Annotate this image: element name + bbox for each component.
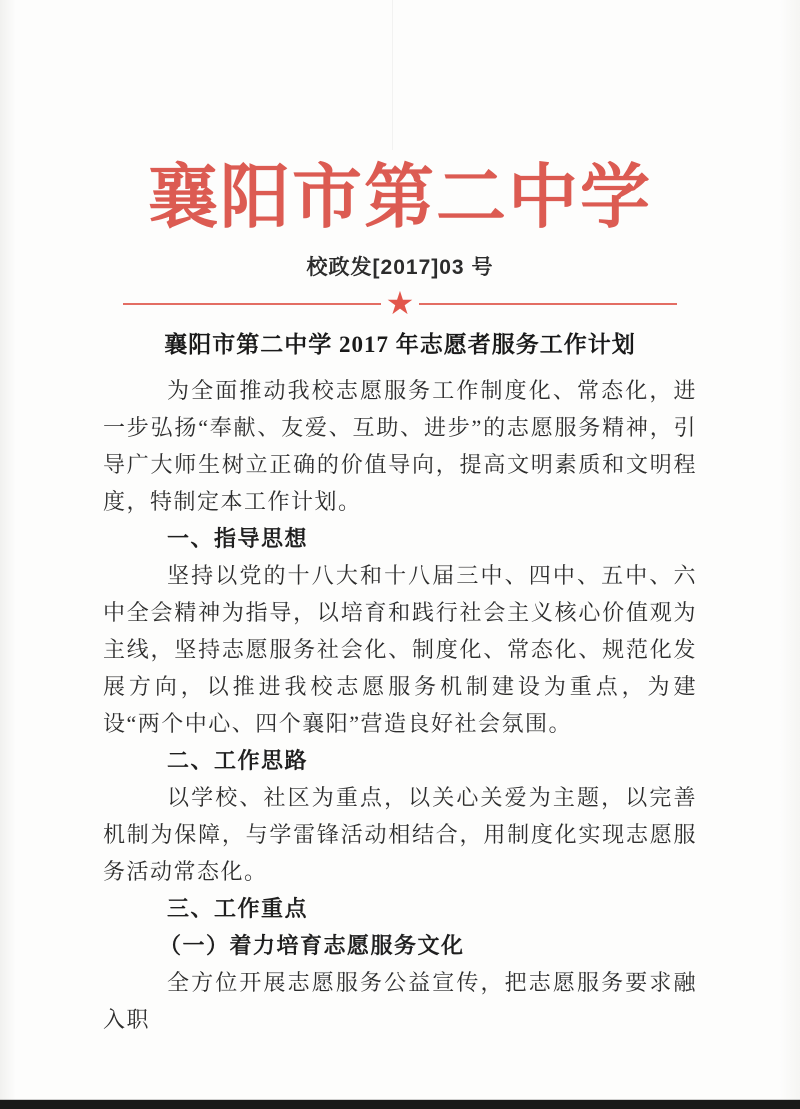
scanner-edge-artifact <box>0 1100 800 1109</box>
body-paragraph: 以学校、社区为重点，以关心关爱为主题，以完善机制为保障，与学雷锋活动相结合，用制度化实现志愿服务活动常态化。 <box>103 785 697 884</box>
section-heading: 一、指导思想 <box>167 526 309 551</box>
body-paragraph: 全方位开展志愿服务公益宣传，把志愿服务要求融入职 <box>103 970 697 1032</box>
section-heading: 二、工作思路 <box>167 748 309 773</box>
subsection-heading: （一）着力培育志愿服务文化 <box>159 933 465 958</box>
divider-line-left <box>123 303 381 305</box>
document-header <box>0 0 800 320</box>
school-name-header: 襄阳市第二中学 <box>148 160 652 237</box>
divider-line-right <box>419 303 677 305</box>
body-paragraph: 为全面推动我校志愿服务工作制度化、常态化，进一步弘扬“奉献、友爱、互助、进步”的志愿服务精神，引导广大师生树立正确的价值导向，提高文明素质和文明程度，特制定本工作计划。 <box>103 378 697 514</box>
section-heading: 三、工作重点 <box>167 896 309 921</box>
document-body <box>103 372 697 1038</box>
document-title: 襄阳市第二中学 2017 年志愿者服务工作计划 <box>164 332 636 357</box>
body-paragraph: 坚持以党的十八大和十八届三中、四中、五中、六中全会精神为指导，以培育和践行社会主义核心价值观为主线，坚持志愿服务社会化、制度化、常态化、规范化发展方向，以推进我校志愿服务机制建设为重点，为建设“两个中心、四个襄阳”营造良好社会氛围。 <box>103 563 697 736</box>
document-main <box>0 329 800 1038</box>
scan-fold-mark <box>392 0 393 150</box>
document-number: 校政发[2017]03 号 <box>306 256 494 279</box>
star-icon: ★ <box>385 285 415 321</box>
header-divider <box>123 285 677 321</box>
